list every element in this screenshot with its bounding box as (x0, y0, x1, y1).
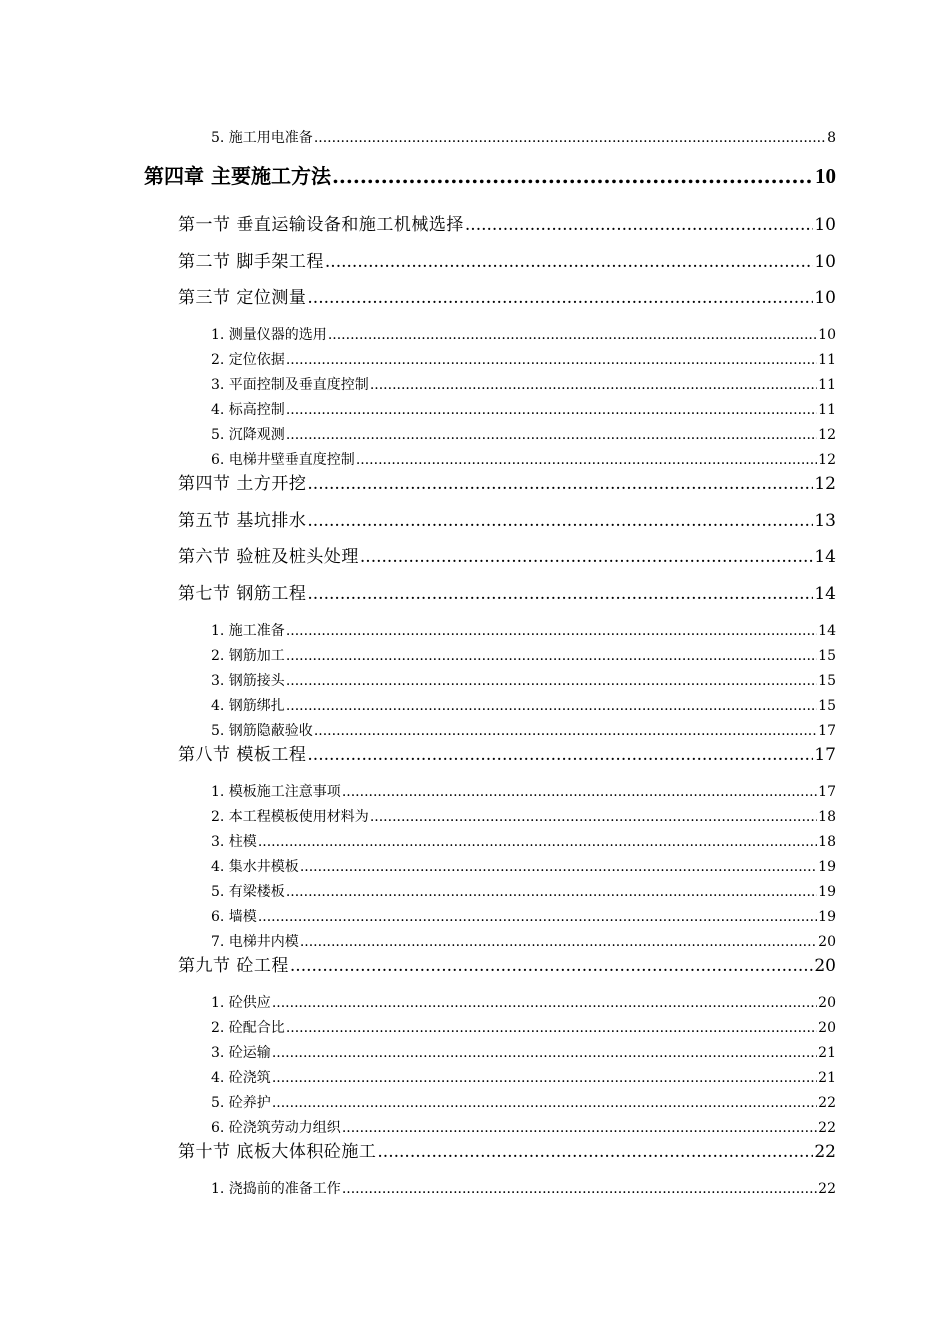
toc-entry-label: 4. 钢筋绑扎 (211, 698, 285, 714)
toc-dot-leader (286, 696, 817, 716)
toc-entry-level-3[interactable] (211, 325, 836, 345)
toc-entry-level-3[interactable] (211, 375, 836, 395)
toc-entry-page-number: 10 (818, 327, 836, 343)
toc-entry-label: 5. 有梁楼板 (211, 884, 285, 900)
toc-dot-leader (307, 582, 813, 606)
toc-entry-level-3[interactable] (211, 1118, 836, 1138)
toc-entry-level-3[interactable] (211, 1179, 836, 1199)
toc-entry-label: 6. 墙模 (211, 909, 257, 925)
toc-dot-leader (286, 621, 817, 641)
toc-entry-level-3[interactable] (211, 450, 836, 470)
toc-entry-page-number: 17 (814, 745, 836, 765)
toc-dot-leader (286, 350, 817, 370)
toc-entry-level-3[interactable] (211, 671, 836, 691)
toc-entry-level-3[interactable] (211, 857, 836, 877)
toc-entry-page-number: 22 (818, 1120, 836, 1136)
toc-dot-leader (286, 400, 817, 420)
toc-entry-label: 3. 砼运输 (211, 1045, 271, 1061)
toc-entry-level-3[interactable] (211, 646, 836, 666)
toc-entry-label: 第十节 底板大体积砼施工 (178, 1142, 377, 1162)
toc-dot-leader (342, 1179, 817, 1199)
toc-entry-label: 2. 本工程模板使用材料为 (211, 809, 369, 825)
toc-entry-level-2[interactable] (178, 954, 836, 978)
toc-entry-page-number: 13 (814, 511, 836, 531)
toc-entry-label: 第五节 基坑排水 (178, 511, 307, 531)
toc-entry-label: 4. 砼浇筑 (211, 1070, 271, 1086)
toc-entry-label: 2. 定位依据 (211, 352, 285, 368)
toc-entry-page-number: 15 (818, 648, 836, 664)
toc-entry-level-2[interactable] (178, 1140, 836, 1164)
toc-dot-leader (272, 1043, 817, 1063)
toc-entry-level-2[interactable] (178, 250, 836, 274)
toc-entry-page-number: 10 (814, 215, 836, 235)
toc-entry-label: 5. 沉降观测 (211, 427, 285, 443)
toc-dot-leader (307, 509, 813, 533)
toc-dot-leader (286, 671, 817, 691)
toc-entry-level-3[interactable] (211, 807, 836, 827)
toc-entry-page-number: 11 (818, 402, 836, 418)
toc-entry-level-3[interactable] (211, 782, 836, 802)
toc-dot-leader (300, 932, 817, 952)
toc-entry-page-number: 22 (818, 1095, 836, 1111)
toc-dot-leader (342, 782, 817, 802)
toc-entry-page-number: 17 (818, 723, 836, 739)
toc-entry-label: 1. 砼供应 (211, 995, 271, 1011)
toc-entry-level-2[interactable] (178, 213, 836, 237)
toc-entry-level-2[interactable] (178, 582, 836, 606)
toc-entry-page-number: 14 (814, 584, 836, 604)
toc-dot-leader (290, 954, 813, 978)
toc-entry-label: 第四章 主要施工方法 (144, 164, 331, 188)
toc-entry-level-3[interactable] (211, 882, 836, 902)
toc-entry-page-number: 19 (818, 909, 836, 925)
toc-entry-page-number: 14 (818, 623, 836, 639)
toc-entry-level-3[interactable] (211, 1093, 836, 1113)
toc-entry-page-number: 11 (818, 377, 836, 393)
toc-dot-leader (342, 1118, 817, 1138)
toc-entry-label: 5. 施工用电准备 (211, 130, 313, 146)
toc-entry-label: 7. 电梯井内模 (211, 934, 299, 950)
toc-entry-label: 第一节 垂直运输设备和施工机械选择 (178, 215, 464, 235)
toc-entry-page-number: 18 (818, 809, 836, 825)
toc-entry-page-number: 12 (814, 474, 836, 494)
toc-entry-level-3[interactable] (211, 621, 836, 641)
toc-entry-page-number: 19 (818, 884, 836, 900)
toc-dot-leader (286, 882, 817, 902)
toc-dot-leader (360, 545, 813, 569)
toc-entry-label: 5. 砼养护 (211, 1095, 271, 1111)
toc-entry-level-3[interactable] (211, 1018, 836, 1038)
toc-entry-page-number: 14 (814, 547, 836, 567)
toc-entry-page-number: 12 (818, 427, 836, 443)
toc-dot-leader (332, 162, 814, 190)
toc-entry-level-3[interactable] (211, 907, 836, 927)
toc-entry-page-number: 21 (818, 1070, 836, 1086)
toc-dot-leader (286, 425, 817, 445)
toc-entry-label: 3. 钢筋接头 (211, 673, 285, 689)
toc-entry-page-number: 20 (818, 995, 836, 1011)
toc-entry-page-number: 22 (818, 1181, 836, 1197)
toc-entry-label: 第三节 定位测量 (178, 288, 307, 308)
toc-dot-leader (286, 1018, 817, 1038)
toc-entry-label: 第二节 脚手架工程 (178, 252, 324, 272)
toc-dot-leader (258, 832, 817, 852)
toc-dot-leader (356, 450, 817, 470)
toc-dot-leader (314, 128, 826, 148)
toc-dot-leader (286, 646, 817, 666)
toc-entry-level-3[interactable] (211, 1043, 836, 1063)
toc-entry-label: 1. 模板施工注意事项 (211, 784, 341, 800)
toc-entry-label: 1. 测量仪器的选用 (211, 327, 327, 343)
toc-entry-page-number: 12 (818, 452, 836, 468)
toc-dot-leader (314, 721, 817, 741)
toc-entry-label: 第九节 砼工程 (178, 956, 289, 976)
toc-entry-page-number: 21 (818, 1045, 836, 1061)
toc-dot-leader (307, 472, 813, 496)
toc-entry-level-3[interactable] (211, 350, 836, 370)
toc-entry-page-number: 10 (814, 288, 836, 308)
toc-entry-page-number: 20 (818, 1020, 836, 1036)
toc-entry-level-1[interactable] (144, 162, 836, 190)
toc-dot-leader (300, 857, 817, 877)
toc-dot-leader (377, 1140, 813, 1164)
toc-entry-page-number: 11 (818, 352, 836, 368)
toc-entry-label: 4. 标高控制 (211, 402, 285, 418)
toc-dot-leader (272, 1068, 817, 1088)
toc-entry-label: 6. 电梯井壁垂直度控制 (211, 452, 355, 468)
toc-entry-level-2[interactable] (178, 286, 836, 310)
toc-entry-page-number: 10 (814, 252, 836, 272)
toc-entry-label: 第四节 土方开挖 (178, 474, 307, 494)
toc-dot-leader (307, 286, 813, 310)
toc-entry-page-number: 20 (814, 956, 836, 976)
toc-dot-leader (272, 1093, 817, 1113)
toc-dot-leader (258, 907, 817, 927)
toc-dot-leader (307, 743, 813, 767)
toc-entry-label: 2. 钢筋加工 (211, 648, 285, 664)
toc-entry-page-number: 18 (818, 834, 836, 850)
toc-entry-level-3[interactable] (211, 128, 836, 148)
toc-entry-page-number: 17 (818, 784, 836, 800)
toc-entry-level-3[interactable] (211, 993, 836, 1013)
toc-entry-level-3[interactable] (211, 1068, 836, 1088)
toc-entry-page-number: 15 (818, 673, 836, 689)
toc-entry-label: 5. 钢筋隐蔽验收 (211, 723, 313, 739)
toc-entry-level-3[interactable] (211, 425, 836, 445)
toc-dot-leader (272, 993, 817, 1013)
toc-entry-page-number: 22 (814, 1142, 836, 1162)
toc-entry-label: 2. 砼配合比 (211, 1020, 285, 1036)
toc-entry-level-3[interactable] (211, 832, 836, 852)
toc-entry-level-3[interactable] (211, 696, 836, 716)
toc-entry-page-number: 10 (815, 164, 836, 188)
toc-entry-label: 第七节 钢筋工程 (178, 584, 307, 604)
toc-entry-page-number: 20 (818, 934, 836, 950)
toc-dot-leader (370, 375, 817, 395)
toc-dot-leader (328, 325, 817, 345)
toc-entry-level-2[interactable] (178, 509, 836, 533)
toc-dot-leader (370, 807, 817, 827)
toc-entry-label: 4. 集水井模板 (211, 859, 299, 875)
toc-entry-label: 第六节 验桩及桩头处理 (178, 547, 359, 567)
toc-entry-level-2[interactable] (178, 743, 836, 767)
toc-entry-page-number: 15 (818, 698, 836, 714)
toc-entry-label: 1. 施工准备 (211, 623, 285, 639)
toc-dot-leader (465, 213, 813, 237)
toc-entry-level-2[interactable] (178, 472, 836, 496)
toc-entry-level-3[interactable] (211, 721, 836, 741)
toc-entry-label: 1. 浇捣前的准备工作 (211, 1181, 341, 1197)
toc-entry-page-number: 8 (827, 130, 836, 146)
toc-entry-level-3[interactable] (211, 400, 836, 420)
toc-entry-level-2[interactable] (178, 545, 836, 569)
toc-entry-label: 第八节 模板工程 (178, 745, 307, 765)
toc-entry-label: 6. 砼浇筑劳动力组织 (211, 1120, 341, 1136)
toc-entry-label: 3. 柱模 (211, 834, 257, 850)
toc-entry-page-number: 19 (818, 859, 836, 875)
toc-dot-leader (325, 250, 813, 274)
toc-entry-label: 3. 平面控制及垂直度控制 (211, 377, 369, 393)
toc-entry-level-3[interactable] (211, 932, 836, 952)
